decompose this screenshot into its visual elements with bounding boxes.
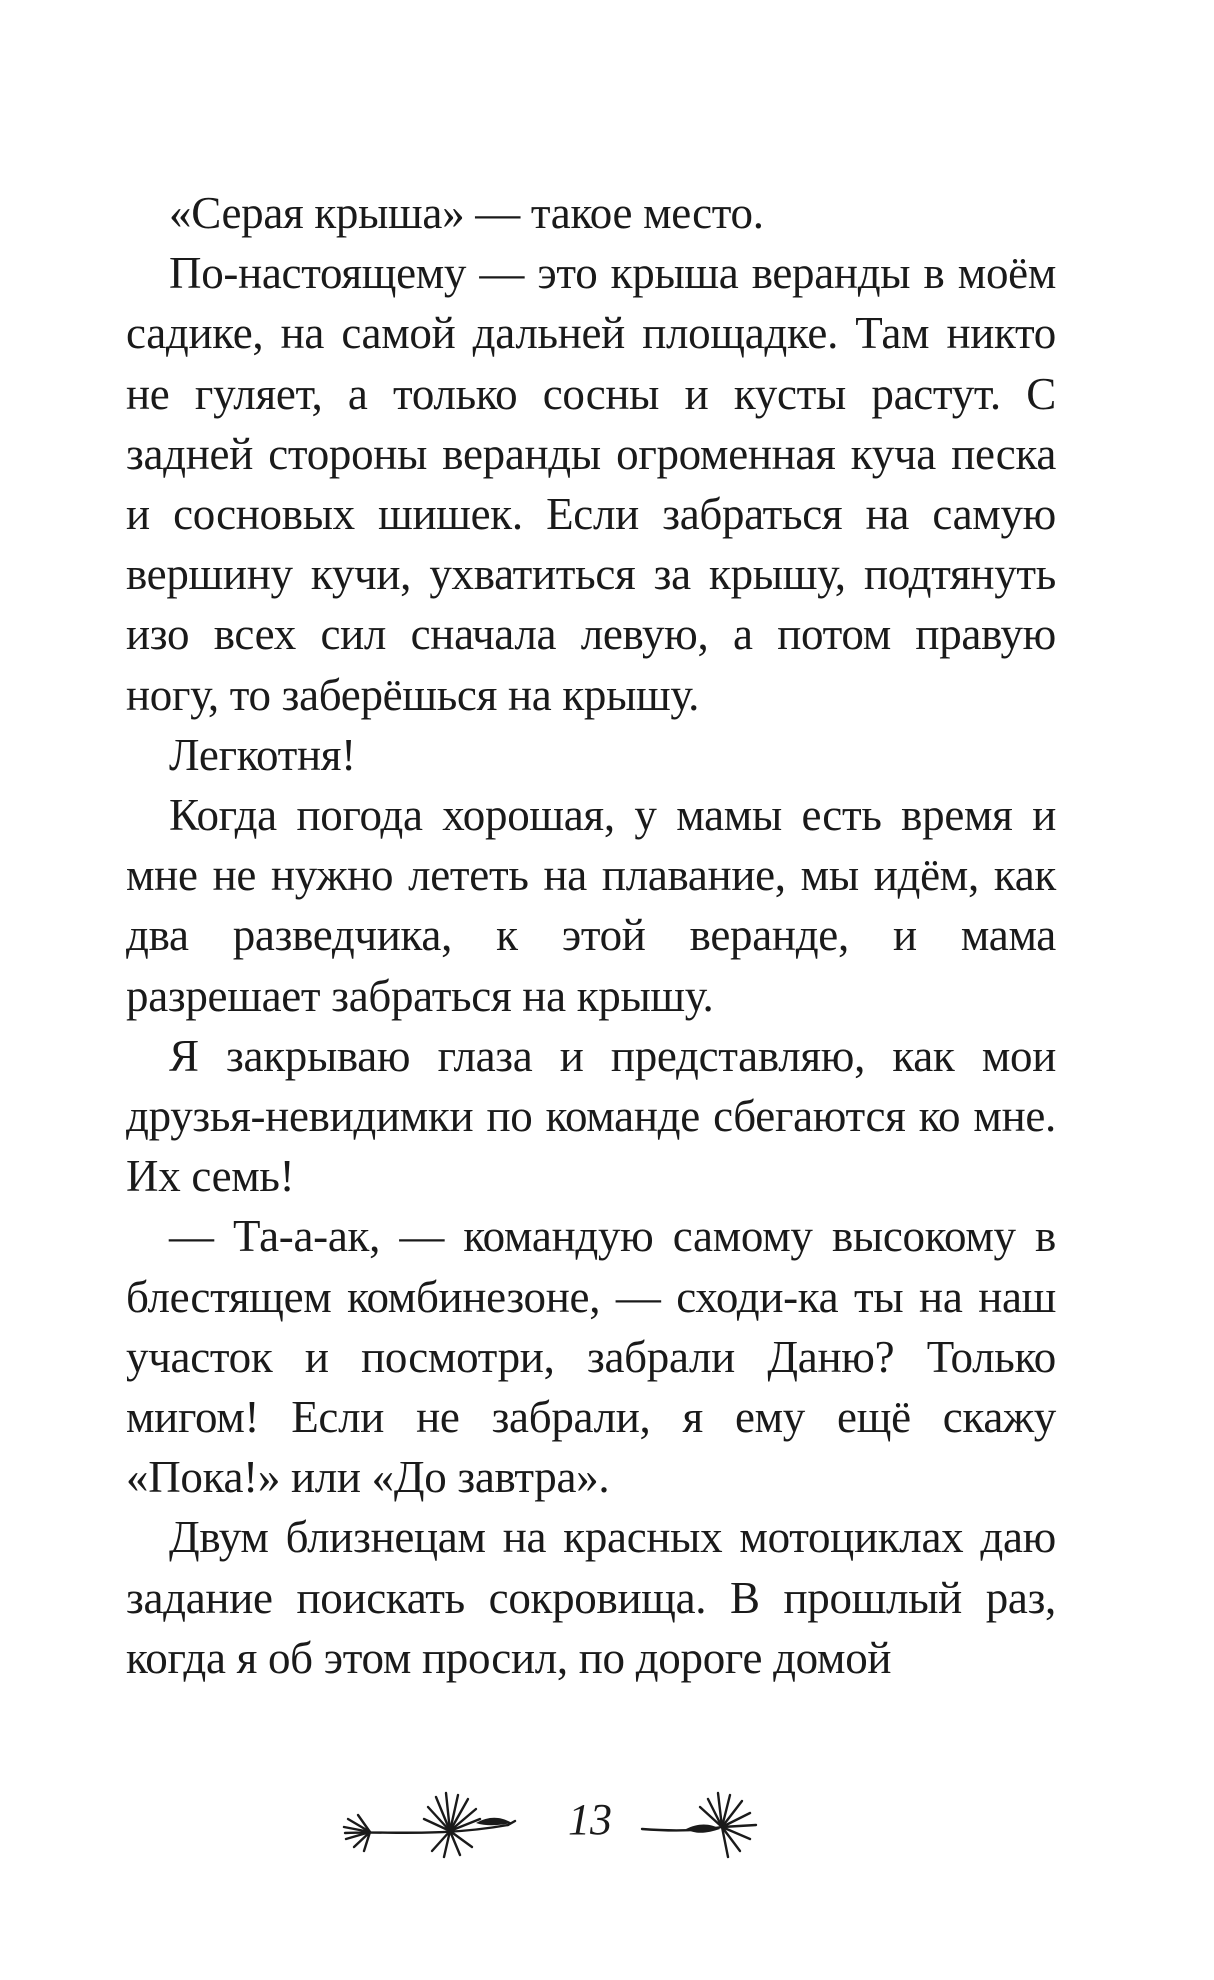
paragraph-3: Легкотня!	[169, 729, 356, 780]
paragraph-4: Когда погода хорошая, у мамы есть время и мне не нужно лететь на плавание, мы идём, как два разведчика, к этой веранде, и мама разрешает забраться на крышу.	[126, 790, 1056, 1021]
paragraph-1: «Серая крыша» — такое место.	[169, 188, 764, 238]
paragraph-2: По-настоящему — это крыша веранды в моём садике, на самой дальней площадке. Там никто не гуляет, а только сосны и кусты растут. С задней стороны веранды огроменная куча песка и сосновых шишек. Если забраться на самую вершину кучи, ухватиться за крышу, подтянуть изо всех сил сначала левую, а потом правую ногу, то заберёшься на крышу.	[126, 248, 1056, 720]
page-body	[126, 183, 1056, 1688]
page-number: 13	[568, 1795, 612, 1844]
pine-branch-icon	[638, 1785, 768, 1865]
page-footer	[0, 1780, 1214, 1870]
paragraph-6: — Та-а-ак, — командую самому высокому в блестящем комбинезоне, — сходи-ка ты на наш участок и посмотри, забрали Даню? Только мигом! Если не забрали, я ему ещё скажу «Пока!» или «До завтра».	[126, 1211, 1056, 1503]
paragraph-7: Двум близнецам на красных мотоциклах даю задание поискать сокровища. В прошлый раз, когда я об этом просил, по дороге домой	[126, 1512, 1056, 1683]
pine-branch-icon	[340, 1785, 520, 1865]
paragraph-5: Я закрываю глаза и представляю, как мои друзья-невидимки по команде сбегаются ко мне. Их семь!	[126, 1030, 1056, 1202]
